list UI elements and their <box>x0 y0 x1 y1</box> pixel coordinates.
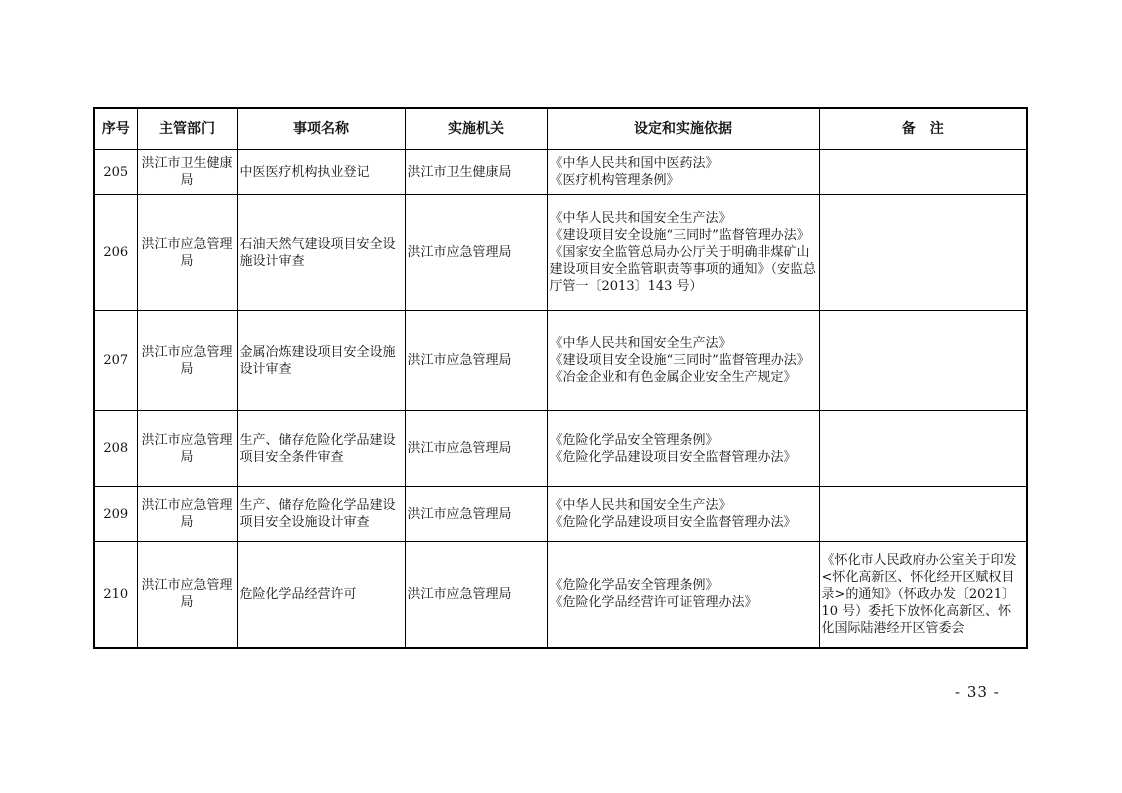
table-row <box>94 542 1027 648</box>
table-row <box>94 411 1027 487</box>
row-agency: 洪江市应急管理局 <box>405 542 547 648</box>
row-dept: 洪江市卫生健康局 <box>137 150 237 195</box>
row-no: 208 <box>94 411 137 487</box>
basis-line: 《中华人民共和国中医药法》 <box>549 156 719 171</box>
basis-line: 《建设项目安全设施“三同时”监督管理办法》 <box>549 228 810 243</box>
row-dept: 洪江市应急管理局 <box>137 411 237 487</box>
row-dept: 洪江市应急管理局 <box>137 487 237 542</box>
row-item: 生产、储存危险化学品建设项目安全设施设计审查 <box>237 487 405 542</box>
row-item: 危险化学品经营许可 <box>237 542 405 648</box>
row-basis <box>547 411 819 487</box>
row-dept: 洪江市应急管理局 <box>137 195 237 311</box>
basis-line: 《中华人民共和国安全生产法》 <box>549 336 732 351</box>
row-agency: 洪江市应急管理局 <box>405 311 547 411</box>
basis-line: 《冶金企业和有色金属企业安全生产规定》 <box>549 370 797 385</box>
row-agency: 洪江市应急管理局 <box>405 487 547 542</box>
row-no: 210 <box>94 542 137 648</box>
basis-line: 《医疗机构管理条例》 <box>549 173 680 188</box>
basis-line: 《危险化学品建设项目安全监督管理办法》 <box>549 449 797 465</box>
header-item: 事项名称 <box>237 108 405 150</box>
basis-line: 《国家安全监管总局办公厅关于明确非煤矿山建设项目安全监管职责等事项的通知》（安监总厅管一〔2013〕143 号） <box>549 245 817 294</box>
row-agency: 洪江市卫生健康局 <box>405 150 547 195</box>
row-dept: 洪江市应急管理局 <box>137 311 237 411</box>
row-item: 生产、储存危险化学品建设项目安全条件审查 <box>237 411 405 487</box>
row-item: 石油天然气建设项目安全设施设计审查 <box>237 195 405 311</box>
row-no: 209 <box>94 487 137 542</box>
basis-line: 《危险化学品经营许可证管理办法》 <box>549 595 758 611</box>
basis-line: 《危险化学品安全管理条例》 <box>549 578 719 594</box>
row-no: 206 <box>94 195 137 311</box>
basis-line: 《中华人民共和国安全生产法》 <box>549 498 732 513</box>
basis-line: 《中华人民共和国安全生产法》 <box>549 211 732 226</box>
basis-line: 《建设项目安全设施“三同时”监督管理办法》 <box>549 353 810 368</box>
header-no: 序号 <box>94 108 137 150</box>
row-no: 205 <box>94 150 137 195</box>
header-basis: 设定和实施依据 <box>547 108 819 150</box>
basis-line: 《危险化学品安全管理条例》 <box>549 432 719 448</box>
table-row <box>94 195 1027 311</box>
row-note <box>819 487 1027 542</box>
header-agency: 实施机关 <box>405 108 547 150</box>
row-note: 《怀化市人民政府办公室关于印发<怀化高新区、怀化经开区赋权目录>的通知》（怀政办发〔2021〕10 号）委托下放怀化高新区、怀化国际陆港经开区管委会 <box>819 542 1027 648</box>
row-basis <box>547 487 819 542</box>
row-note <box>819 195 1027 311</box>
row-note <box>819 411 1027 487</box>
row-dept: 洪江市应急管理局 <box>137 542 237 648</box>
table-row <box>94 487 1027 542</box>
table-header-row <box>94 108 1027 150</box>
table-row <box>94 311 1027 411</box>
row-agency: 洪江市应急管理局 <box>405 411 547 487</box>
row-item: 中医医疗机构执业登记 <box>237 150 405 195</box>
row-basis <box>547 542 819 648</box>
row-basis <box>547 195 819 311</box>
approval-items-table <box>93 107 1028 649</box>
row-agency: 洪江市应急管理局 <box>405 195 547 311</box>
row-item: 金属冶炼建设项目安全设施设计审查 <box>237 311 405 411</box>
row-no: 207 <box>94 311 137 411</box>
row-basis <box>547 311 819 411</box>
row-basis <box>547 150 819 195</box>
row-note <box>819 311 1027 411</box>
header-note: 备 注 <box>819 108 1027 150</box>
row-note <box>819 150 1027 195</box>
header-dept: 主管部门 <box>137 108 237 150</box>
table-row <box>94 150 1027 195</box>
page-number: - 33 - <box>955 683 1000 701</box>
basis-line: 《危险化学品建设项目安全监督管理办法》 <box>549 515 797 530</box>
